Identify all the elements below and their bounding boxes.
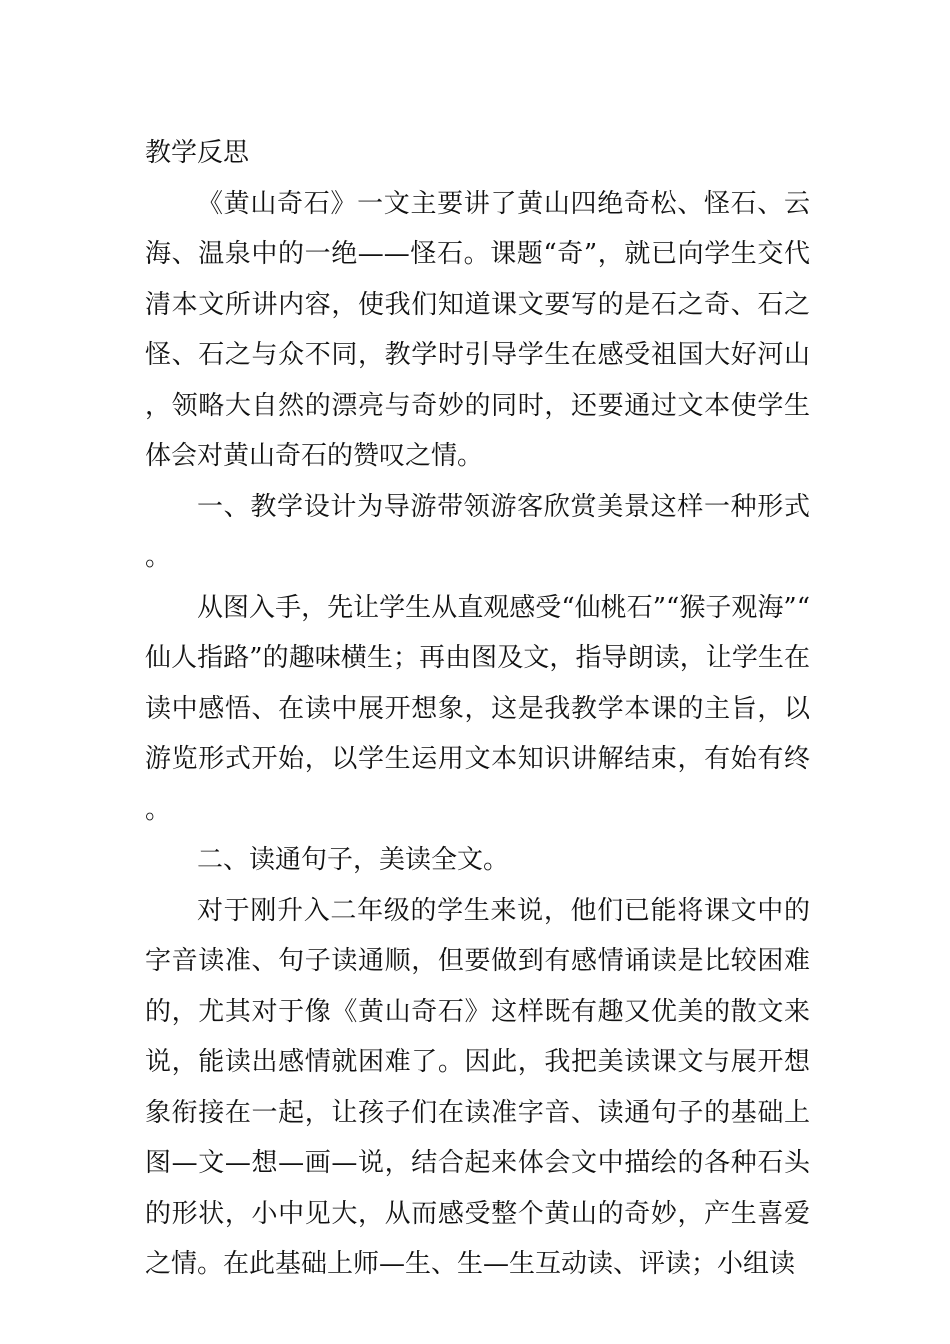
document-heading: 教学反思 [145, 138, 250, 168]
paragraph-section-2-body: 对于刚升入二年级的学生来说，他们已能将课文中的字音读准、句子读通顺，但要做到有感情诵读是比较困难的，尤其对于像《黄山奇石》这样既有趣又优美的散文来说，能读出感情就困难了。因此，我把美读课文与展开想象衔接在一起，让孩子们在读准字音、读通句子的基础上图—文—想—画—说，结合起来体会文中描绘的各种石头的形状，小中见大，从而感受整个黄山的奇妙，产生喜爱之情。在此基础上师—生、生—生互动读、评读；小组读 [145, 895, 810, 1279]
paragraph-intro: 《黄山奇石》一文主要讲了黄山四绝奇松、怪石、云海、温泉中的一绝——怪石。课题“奇”，就已向学生交代清本文所讲内容，使我们知道课文要写的是石之奇、石之怪、石之与众不同，教学时引导学生在感受祖国大好河山，领略大自然的漂亮与奇妙的同时，还要通过文本使学生体会对黄山奇石的赞叹之情。 [145, 188, 810, 471]
paragraph-section-1-body: 从图入手，先让学生从直观感受“仙桃石”“猴子观海”“仙人指路”的趣味横生；再由图及文，指导朗读，让学生在读中感悟、在读中展开想象，这是我教学本课的主旨，以游览形式开始，以学生运用文本知识讲解结束，有始有终。 [145, 592, 810, 825]
paragraph-section-1-title: 一、教学设计为导游带领游客欣赏美景这样一种形式。 [145, 491, 810, 572]
paragraph-section-2-title: 二、读通句子，美读全文。 [197, 845, 510, 875]
document-body [145, 128, 810, 1290]
